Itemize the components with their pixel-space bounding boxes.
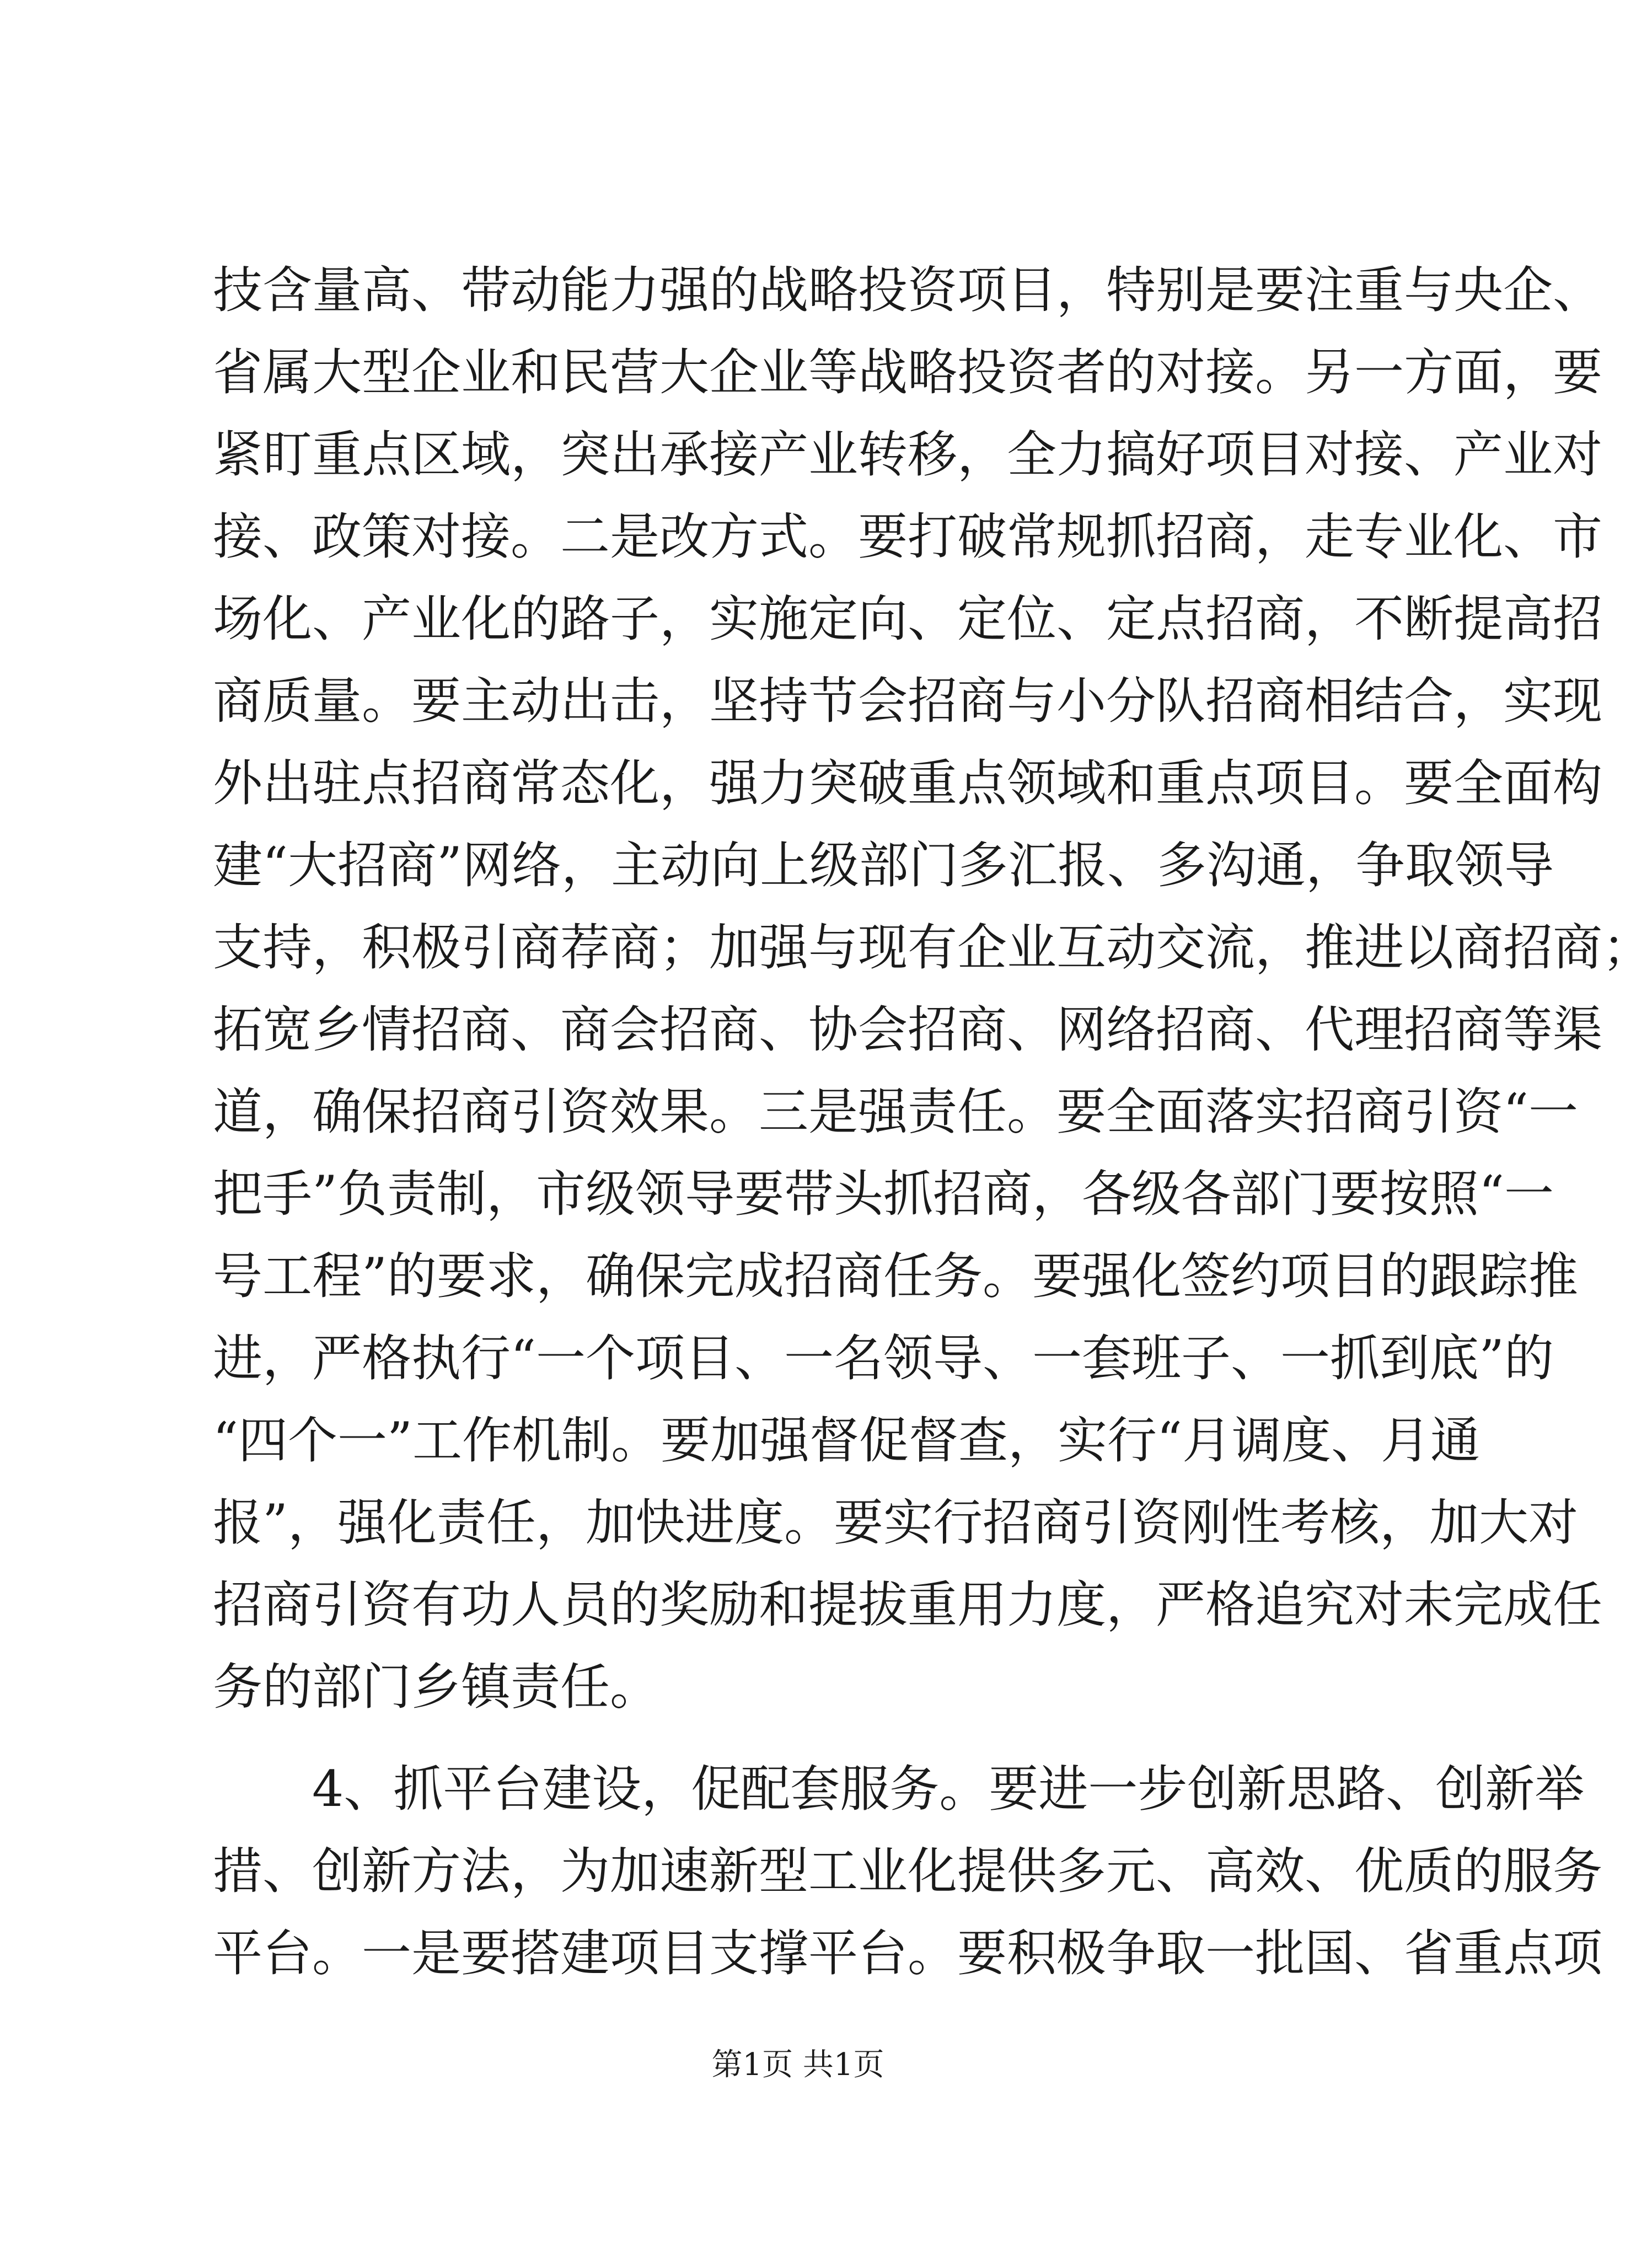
- text-line: 把手”负责制，市级领导要带头抓招商，各级各部门要按照“一: [213, 1165, 1554, 1223]
- text-line: 4、抓平台建设，促配套服务。要进一步创新思路、创新举: [312, 1760, 1585, 1818]
- text-line: 省属大型企业和民营大企业等战略投资者的对接。另一方面，要: [213, 344, 1602, 401]
- text-line: 进，严格执行“一个项目、一名领导、一套班子、一抓到底”的: [213, 1329, 1554, 1387]
- paragraph-1: [213, 249, 1652, 1728]
- text-line: 报”，强化责任，加快进度。要实行招商引资刚性考核，加大对: [213, 1494, 1579, 1552]
- text-line: 招商引资有功人员的奖励和提拔重用力度，严格追究对未完成任: [213, 1576, 1602, 1634]
- text-line: 建“大招商”网络，主动向上级部门多汇报、多沟通，争取领导: [213, 837, 1554, 894]
- page-number: 第1页 共1页: [711, 2047, 884, 2083]
- text-line: 紧盯重点区域，突出承接产业转移，全力搞好项目对接、产业对: [213, 426, 1602, 484]
- text-line: 道，确保招商引资效果。三是强责任。要全面落实招商引资“一: [213, 1083, 1579, 1141]
- text-line: 支持，积极引商荐商；加强与现有企业互动交流，推进以商招商；: [213, 919, 1652, 977]
- text-line: 场化、产业化的路子，实施定向、定位、定点招商，不断提高招: [213, 590, 1602, 648]
- text-line: “四个一”工作机制。要加强督促督查，实行“月调度、月通: [213, 1412, 1481, 1470]
- text-line: 号工程”的要求，确保完成招商任务。要强化签约项目的跟踪推: [213, 1247, 1579, 1305]
- text-line: 技含量高、带动能力强的战略投资项目，特别是要注重与央企、: [213, 261, 1602, 319]
- text-line: 务的部门乡镇责任。: [213, 1658, 659, 1716]
- page-footer: [0, 2043, 1596, 2087]
- text-line: 接、政策对接。二是改方式。要打破常规抓招商，走专业化、市: [213, 508, 1602, 566]
- paragraph-2: [213, 1748, 1602, 1995]
- text-line: 拓宽乡情招商、商会招商、协会招商、网络招商、代理招商等渠: [213, 1001, 1602, 1059]
- text-line: 外出驻点招商常态化，强力突破重点领域和重点项目。要全面构: [213, 754, 1602, 812]
- text-line: 平台。一是要搭建项目支撑平台。要积极争取一批国、省重点项: [213, 1924, 1602, 1982]
- document-body: [213, 249, 1652, 1995]
- text-line: 商质量。要主动出击，坚持节会招商与小分队招商相结合，实现: [213, 672, 1602, 730]
- text-line: 措、创新方法，为加速新型工业化提供多元、高效、优质的服务: [213, 1842, 1602, 1900]
